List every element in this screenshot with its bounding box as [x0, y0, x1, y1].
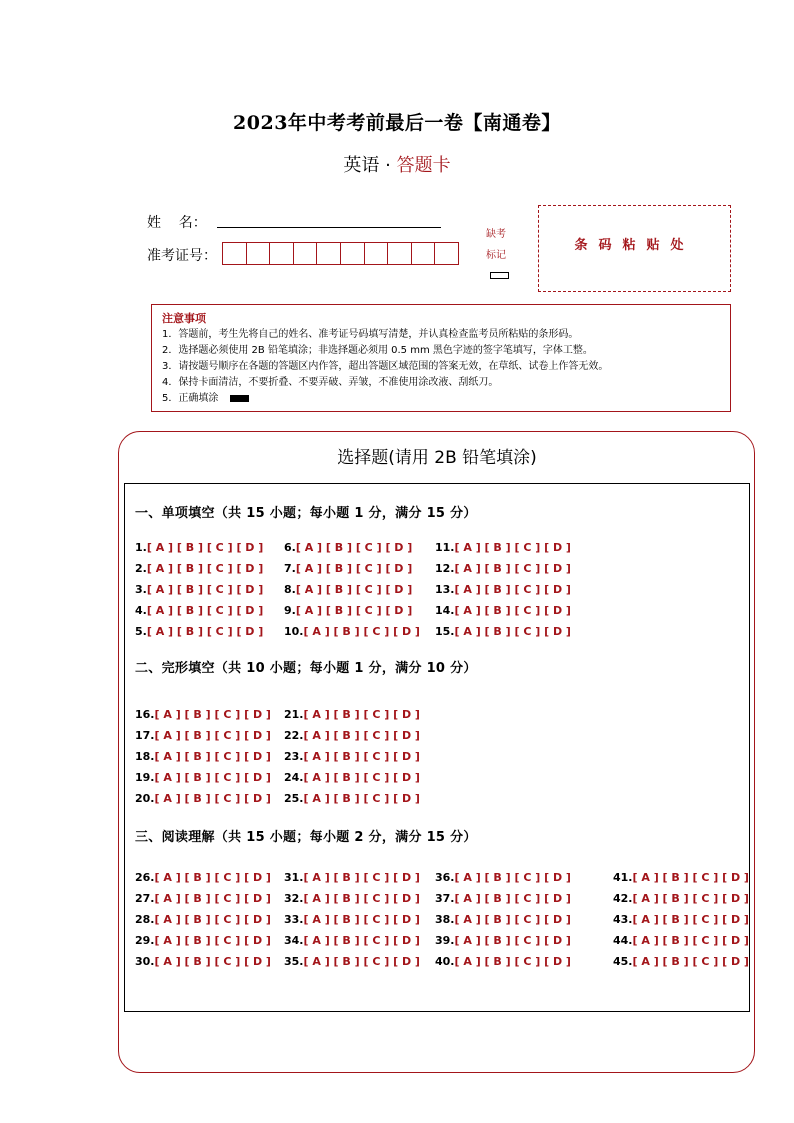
question-number: 38.: [435, 913, 455, 926]
question-31[interactable]: [284, 871, 420, 884]
question-4[interactable]: [135, 604, 263, 617]
question-25[interactable]: [284, 792, 420, 805]
question-41[interactable]: [613, 871, 749, 884]
question-27[interactable]: [135, 892, 271, 905]
question-10[interactable]: [284, 625, 420, 638]
note-item: 4．保持卡面清洁，不要折叠、不要弄破、弄皱，不准使用涂改液、刮纸刀。: [162, 377, 499, 388]
question-45[interactable]: [613, 955, 749, 968]
answer-options[interactable]: [ A ] [ B ] [ C ] [ D ]: [454, 955, 571, 968]
card-type-label: 答题卡: [396, 155, 451, 176]
question-2[interactable]: [135, 562, 263, 575]
answer-options[interactable]: [ A ] [ B ] [ C ] [ D ]: [454, 583, 571, 596]
question-40[interactable]: [435, 955, 571, 968]
question-number: 10.: [284, 625, 304, 638]
absent-label-line2: 标记: [486, 250, 506, 261]
question-number: 7.: [284, 562, 296, 575]
part-title-single-choice: 一、单项填空（共 15 小题；每小题 1 分，满分 15 分）: [135, 506, 477, 521]
exam-id-digit-box[interactable]: [247, 243, 271, 264]
question-43[interactable]: [613, 913, 749, 926]
question-number: 1.: [135, 541, 147, 554]
question-number: 24.: [284, 771, 304, 784]
question-number: 41.: [613, 871, 633, 884]
question-number: 39.: [435, 934, 455, 947]
answer-options[interactable]: [ A ] [ B ] [ C ] [ D ]: [303, 934, 420, 947]
question-18[interactable]: [135, 750, 271, 763]
question-number: 2.: [135, 562, 147, 575]
answer-options[interactable]: [ A ] [ B ] [ C ] [ D ]: [632, 892, 749, 905]
question-number: 18.: [135, 750, 155, 763]
answer-options[interactable]: [ A ] [ B ] [ C ] [ D ]: [154, 729, 271, 742]
question-number: 11.: [435, 541, 455, 554]
answer-options[interactable]: [ A ] [ B ] [ C ] [ D ]: [454, 871, 571, 884]
answer-options[interactable]: [ A ] [ B ] [ C ] [ D ]: [154, 750, 271, 763]
question-42[interactable]: [613, 892, 749, 905]
question-32[interactable]: [284, 892, 420, 905]
question-30[interactable]: [135, 955, 271, 968]
question-number: 17.: [135, 729, 155, 742]
exam-id-boxes[interactable]: [222, 242, 459, 265]
question-28[interactable]: [135, 913, 271, 926]
question-number: 21.: [284, 708, 304, 721]
question-number: 29.: [135, 934, 155, 947]
question-number: 26.: [135, 871, 155, 884]
question-number: 3.: [135, 583, 147, 596]
answer-options[interactable]: [ A ] [ B ] [ C ] [ D ]: [154, 955, 271, 968]
question-7[interactable]: [284, 562, 412, 575]
answer-options[interactable]: [ A ] [ B ] [ C ] [ D ]: [295, 541, 413, 554]
answer-options[interactable]: [ A ] [ B ] [ C ] [ D ]: [303, 792, 420, 805]
question-number: 34.: [284, 934, 304, 947]
question-15[interactable]: [435, 625, 571, 638]
answer-options[interactable]: [ A ] [ B ] [ C ] [ D ]: [454, 604, 571, 617]
note-item: 3．请按题号顺序在各题的答题区内作答，超出答题区域范围的答案无效，在草纸、试卷上作答无效。: [162, 361, 609, 372]
question-number: 35.: [284, 955, 304, 968]
answer-options[interactable]: [ A ] [ B ] [ C ] [ D ]: [146, 541, 264, 554]
question-number: 27.: [135, 892, 155, 905]
answer-options[interactable]: [ A ] [ B ] [ C ] [ D ]: [454, 625, 571, 638]
answer-options[interactable]: [ A ] [ B ] [ C ] [ D ]: [454, 562, 571, 575]
question-17[interactable]: [135, 729, 271, 742]
answer-options[interactable]: [ A ] [ B ] [ C ] [ D ]: [303, 892, 420, 905]
answer-options[interactable]: [ A ] [ B ] [ C ] [ D ]: [303, 708, 420, 721]
answer-options[interactable]: [ A ] [ B ] [ C ] [ D ]: [454, 934, 571, 947]
notes-box: [151, 304, 731, 412]
question-number: 43.: [613, 913, 633, 926]
question-29[interactable]: [135, 934, 271, 947]
question-number: 5.: [135, 625, 147, 638]
question-39[interactable]: [435, 934, 571, 947]
answer-options[interactable]: [ A ] [ B ] [ C ] [ D ]: [295, 583, 413, 596]
answer-options[interactable]: [ A ] [ B ] [ C ] [ D ]: [154, 771, 271, 784]
question-number: 36.: [435, 871, 455, 884]
question-34[interactable]: [284, 934, 420, 947]
absent-mark-box[interactable]: [490, 272, 509, 279]
exam-id-digit-box[interactable]: [223, 243, 247, 264]
answer-options[interactable]: [ A ] [ B ] [ C ] [ D ]: [454, 892, 571, 905]
barcode-label: 条码粘贴处: [574, 238, 695, 253]
question-number: 4.: [135, 604, 147, 617]
question-19[interactable]: [135, 771, 271, 784]
note-item: 2．选择题必须使用 2B 铅笔填涂；非选择题必须用 0.5 mm 黑色字迹的签字笔填写，字体工整。: [162, 345, 593, 356]
note-item: 1．答题前，考生先将自己的姓名、准考证号码填写清楚，并认真检查监考员所粘贴的条形码。: [162, 329, 579, 340]
part-title-cloze: 二、完形填空（共 10 小题；每小题 1 分，满分 10 分）: [135, 661, 477, 676]
answer-options[interactable]: [ A ] [ B ] [ C ] [ D ]: [303, 955, 420, 968]
question-number: 42.: [613, 892, 633, 905]
subtitle-separator: ·: [385, 155, 391, 176]
exam-id-digit-box[interactable]: [365, 243, 389, 264]
name-label: 姓 名：: [147, 215, 207, 231]
question-13[interactable]: [435, 583, 571, 596]
answer-options[interactable]: [ A ] [ B ] [ C ] [ D ]: [154, 871, 271, 884]
answer-options[interactable]: [ A ] [ B ] [ C ] [ D ]: [632, 871, 749, 884]
answer-options[interactable]: [ A ] [ B ] [ C ] [ D ]: [146, 625, 264, 638]
answer-options[interactable]: [ A ] [ B ] [ C ] [ D ]: [303, 871, 420, 884]
answer-options[interactable]: [ A ] [ B ] [ C ] [ D ]: [154, 913, 271, 926]
answer-options[interactable]: [ A ] [ B ] [ C ] [ D ]: [303, 913, 420, 926]
section-title: 选择题(请用 2B 铅笔填涂): [337, 448, 537, 468]
answer-options[interactable]: [ A ] [ B ] [ C ] [ D ]: [295, 604, 413, 617]
answer-options[interactable]: [ A ] [ B ] [ C ] [ D ]: [146, 562, 264, 575]
exam-id-digit-box[interactable]: [341, 243, 365, 264]
question-number: 33.: [284, 913, 304, 926]
question-38[interactable]: [435, 913, 571, 926]
exam-id-digit-box[interactable]: [270, 243, 294, 264]
question-number: 12.: [435, 562, 455, 575]
note-item-fill-sample: [162, 391, 720, 407]
question-number: 19.: [135, 771, 155, 784]
subject-label: 英语: [343, 155, 380, 176]
answer-options[interactable]: [ A ] [ B ] [ C ] [ D ]: [454, 913, 571, 926]
question-11[interactable]: [435, 541, 571, 554]
answer-options[interactable]: [ A ] [ B ] [ C ] [ D ]: [154, 934, 271, 947]
answer-options[interactable]: [ A ] [ B ] [ C ] [ D ]: [632, 913, 749, 926]
question-26[interactable]: [135, 871, 271, 884]
question-12[interactable]: [435, 562, 571, 575]
question-number: 15.: [435, 625, 455, 638]
exam-id-digit-box[interactable]: [388, 243, 412, 264]
answer-options[interactable]: [ A ] [ B ] [ C ] [ D ]: [454, 541, 571, 554]
question-number: 44.: [613, 934, 633, 947]
question-1[interactable]: [135, 541, 263, 554]
answer-options[interactable]: [ A ] [ B ] [ C ] [ D ]: [632, 934, 749, 947]
question-number: 22.: [284, 729, 304, 742]
question-20[interactable]: [135, 792, 271, 805]
question-number: 13.: [435, 583, 455, 596]
question-44[interactable]: [613, 934, 749, 947]
name-input-line[interactable]: [217, 227, 441, 228]
question-5[interactable]: [135, 625, 263, 638]
answer-options[interactable]: [ A ] [ B ] [ C ] [ D ]: [303, 625, 420, 638]
question-number: 32.: [284, 892, 304, 905]
exam-id-digit-box[interactable]: [317, 243, 341, 264]
question-33[interactable]: [284, 913, 420, 926]
answer-options[interactable]: [ A ] [ B ] [ C ] [ D ]: [154, 708, 271, 721]
question-number: 9.: [284, 604, 296, 617]
question-number: 8.: [284, 583, 296, 596]
exam-id-label: 准考证号：: [147, 248, 217, 264]
question-number: 6.: [284, 541, 296, 554]
fill-sample-mark: [230, 395, 249, 402]
question-23[interactable]: [284, 750, 420, 763]
answer-options[interactable]: [ A ] [ B ] [ C ] [ D ]: [632, 955, 749, 968]
absent-label-line1: 缺考: [486, 229, 506, 240]
question-number: 45.: [613, 955, 633, 968]
page-title: 2023年中考考前最后一卷【南通卷】: [233, 112, 561, 134]
exam-id-digit-box[interactable]: [435, 243, 458, 264]
question-37[interactable]: [435, 892, 571, 905]
question-35[interactable]: [284, 955, 420, 968]
question-9[interactable]: [284, 604, 412, 617]
answer-options[interactable]: [ A ] [ B ] [ C ] [ D ]: [303, 729, 420, 742]
part-title-reading: 三、阅读理解（共 15 小题；每小题 2 分，满分 15 分）: [135, 830, 477, 845]
question-number: 25.: [284, 792, 304, 805]
question-number: 20.: [135, 792, 155, 805]
exam-id-digit-box[interactable]: [412, 243, 436, 264]
question-number: 37.: [435, 892, 455, 905]
question-number: 30.: [135, 955, 155, 968]
notes-title: 注意事项: [162, 312, 206, 325]
question-22[interactable]: [284, 729, 420, 742]
answer-options[interactable]: [ A ] [ B ] [ C ] [ D ]: [303, 750, 420, 763]
question-3[interactable]: [135, 583, 263, 596]
question-number: 31.: [284, 871, 304, 884]
question-number: 28.: [135, 913, 155, 926]
answer-options[interactable]: [ A ] [ B ] [ C ] [ D ]: [146, 604, 264, 617]
question-8[interactable]: [284, 583, 412, 596]
question-number: 14.: [435, 604, 455, 617]
question-21[interactable]: [284, 708, 420, 721]
question-14[interactable]: [435, 604, 571, 617]
answer-options[interactable]: [ A ] [ B ] [ C ] [ D ]: [154, 892, 271, 905]
answer-options[interactable]: [ A ] [ B ] [ C ] [ D ]: [303, 771, 420, 784]
note-item-label: 5．正确填涂: [162, 393, 219, 404]
question-16[interactable]: [135, 708, 271, 721]
question-number: 23.: [284, 750, 304, 763]
answer-options[interactable]: [ A ] [ B ] [ C ] [ D ]: [295, 562, 413, 575]
question-36[interactable]: [435, 871, 571, 884]
exam-id-digit-box[interactable]: [294, 243, 318, 264]
question-6[interactable]: [284, 541, 412, 554]
question-24[interactable]: [284, 771, 420, 784]
question-number: 16.: [135, 708, 155, 721]
answer-options[interactable]: [ A ] [ B ] [ C ] [ D ]: [146, 583, 264, 596]
question-number: 40.: [435, 955, 455, 968]
subtitle: [0, 151, 794, 177]
answer-options[interactable]: [ A ] [ B ] [ C ] [ D ]: [154, 792, 271, 805]
